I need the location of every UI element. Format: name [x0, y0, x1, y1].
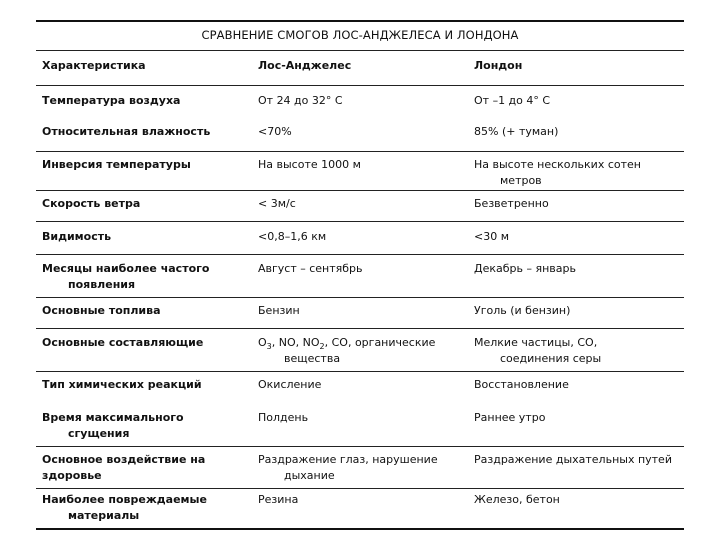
- row-divider: [36, 151, 684, 152]
- row-london-line2: соединения серы: [500, 352, 602, 365]
- row-label-line1: Наиболее повреждаемые: [42, 493, 207, 506]
- row-la-value: Окисление: [258, 378, 322, 391]
- row-label: Основные топлива: [42, 304, 161, 317]
- row-label: Температура воздуха: [42, 94, 181, 107]
- row-label: Инверсия температуры: [42, 158, 191, 171]
- row-london-value: Уголь (и бензин): [474, 304, 571, 317]
- row-london-value: Декабрь – январь: [474, 262, 576, 275]
- row-la-value: [258, 335, 463, 367]
- row-label: [42, 492, 247, 524]
- ozone-symbol: O: [258, 336, 267, 349]
- row-la-line1: [258, 335, 463, 351]
- row-la-value: На высоте 1000 м: [258, 158, 361, 171]
- header-london: Лондон: [474, 59, 523, 72]
- row-label: Относительная влажность: [42, 125, 211, 138]
- row-la-line2: вещества: [284, 352, 341, 365]
- row-london-value: [474, 157, 684, 189]
- title-divider: [36, 50, 684, 51]
- row-label: Скорость ветра: [42, 197, 141, 210]
- row-label: Основные составляющие: [42, 336, 204, 349]
- row-la-value: <0,8–1,6 км: [258, 230, 327, 243]
- row-la-value: От 24 до 32° С: [258, 94, 343, 107]
- table-title: СРАВНЕНИЕ СМОГОВ ЛОС-АНДЖЕЛЕСА И ЛОНДОНА: [201, 28, 519, 42]
- table-top-rule: [36, 20, 684, 22]
- other-components: , CO, органические: [324, 336, 436, 349]
- row-la-line1: Раздражение глаз, нарушение: [258, 453, 438, 466]
- row-london-value: Безветренно: [474, 197, 549, 210]
- row-divider: [36, 297, 684, 298]
- row-divider: [36, 190, 684, 191]
- row-divider: [36, 328, 684, 329]
- row-london-line1: Мелкие частицы, СО,: [474, 336, 598, 349]
- row-la-value: <70%: [258, 125, 292, 138]
- table-bottom-rule: [36, 528, 684, 530]
- row-label: [42, 452, 247, 484]
- row-divider: [36, 488, 684, 489]
- header-divider: [36, 85, 684, 86]
- row-divider: [36, 221, 684, 222]
- row-london-value: 85% (+ туман): [474, 125, 559, 138]
- row-london-value: Железо, бетон: [474, 493, 560, 506]
- row-london-value: Восстановление: [474, 378, 569, 391]
- row-london-value: Раздражение дыхательных путей: [474, 453, 672, 466]
- row-label-line1: Время максимального: [42, 411, 184, 424]
- header-characteristic: Характеристика: [42, 59, 146, 72]
- row-la-value: Полдень: [258, 411, 309, 424]
- row-la-value: [258, 452, 463, 484]
- ozone-subscript: 3: [266, 342, 272, 351]
- row-london-value: <30 м: [474, 230, 510, 243]
- row-label-line2: появления: [68, 278, 136, 291]
- row-london-value: Раннее утро: [474, 411, 546, 424]
- no2-subscript: 2: [319, 342, 325, 351]
- row-la-line2: дыхание: [284, 469, 335, 482]
- row-label: Видимость: [42, 230, 112, 243]
- row-divider: [36, 446, 684, 447]
- row-la-value: < 3м/с: [258, 197, 296, 210]
- row-divider: [36, 371, 684, 372]
- row-label: [42, 261, 247, 293]
- row-label-line2: сгущения: [68, 427, 130, 440]
- row-london-value: [474, 335, 684, 367]
- no-symbols: , NO, NO: [271, 336, 320, 349]
- row-label: [42, 410, 247, 442]
- row-la-value: Бензин: [258, 304, 300, 317]
- row-london-line1: На высоте нескольких сотен: [474, 158, 641, 171]
- row-divider: [36, 254, 684, 255]
- row-label-line1: Основное воздействие на: [42, 453, 206, 466]
- row-london-value: От –1 до 4° С: [474, 94, 551, 107]
- row-la-value: Август – сентябрь: [258, 262, 363, 275]
- row-label: Тип химических реакций: [42, 378, 202, 391]
- row-la-value: Резина: [258, 493, 299, 506]
- row-label-line2: здоровье: [42, 469, 102, 482]
- row-label-line1: Месяцы наиболее частого: [42, 262, 210, 275]
- row-label-line2: материалы: [68, 509, 140, 522]
- row-london-line2: метров: [500, 174, 542, 187]
- header-los-angeles: Лос-Анджелес: [258, 59, 352, 72]
